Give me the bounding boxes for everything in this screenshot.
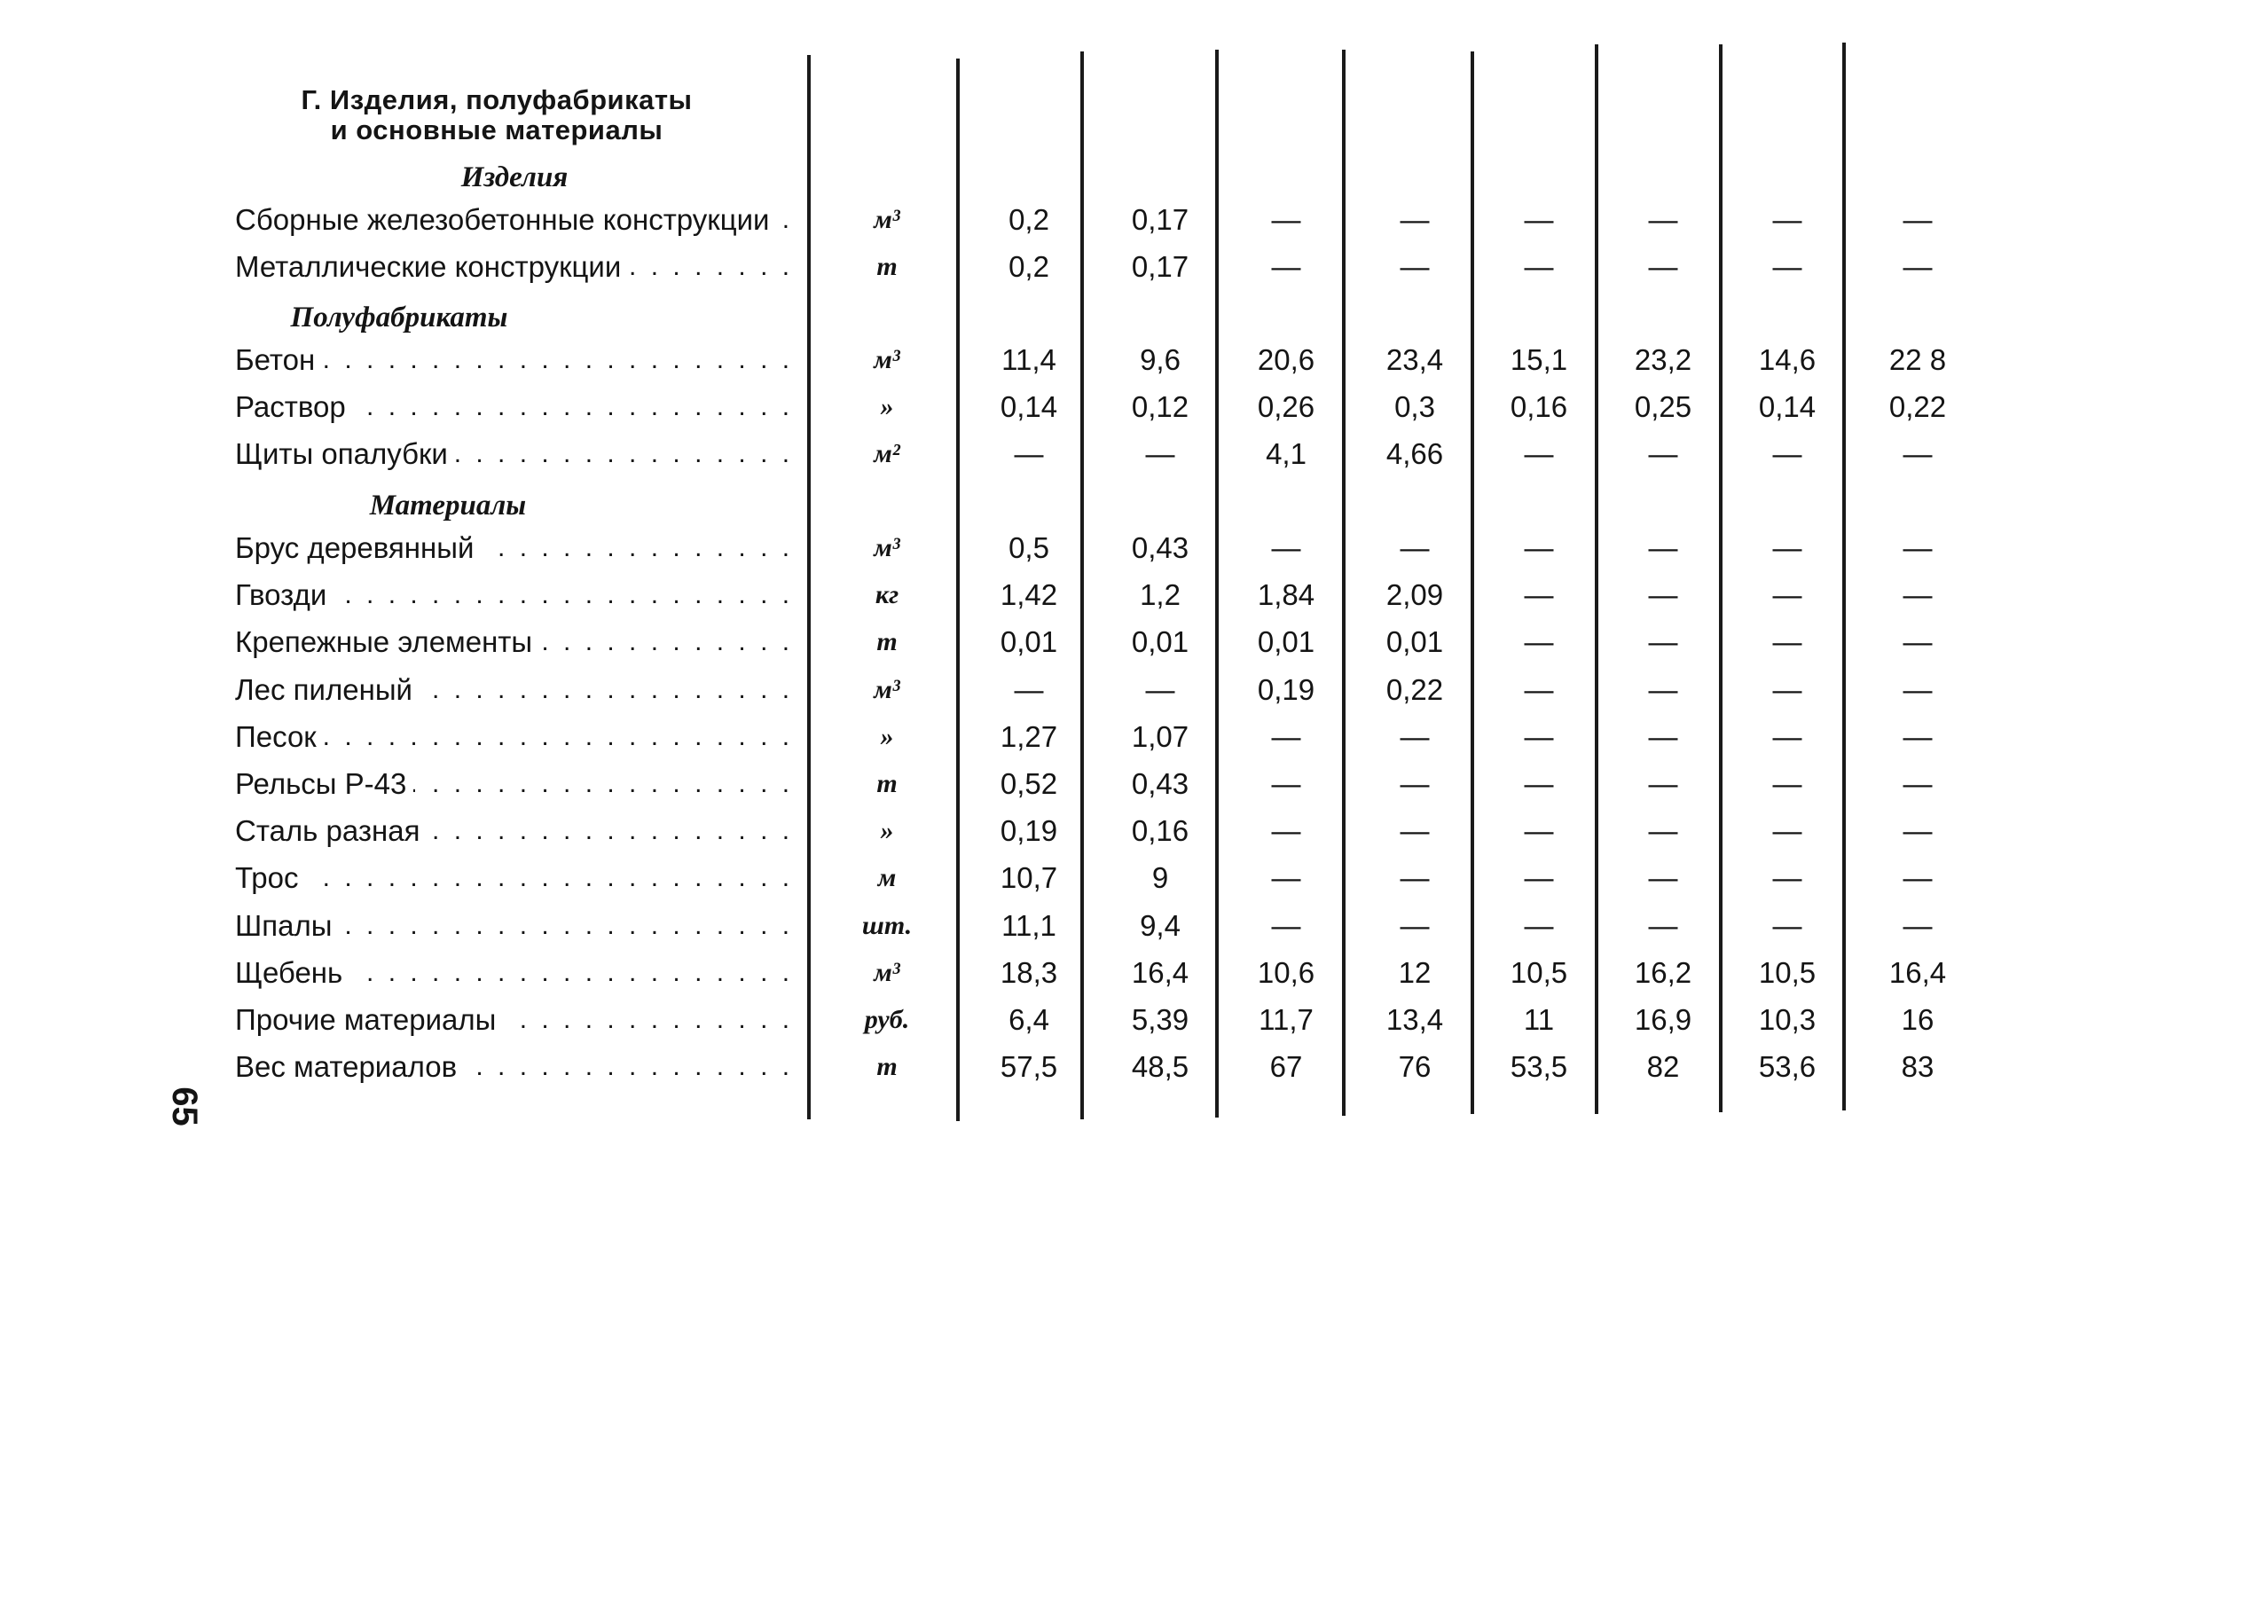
table-row: [0, 384, 2268, 430]
row-label-text: Вес материалов: [235, 1050, 464, 1083]
value-cell-col7: —: [1772, 814, 1802, 847]
value-cell-col4: —: [1400, 531, 1430, 564]
value-cell-col1: 10,7: [1000, 861, 1058, 894]
row-label: [235, 714, 803, 760]
row-unit: м²: [874, 439, 900, 468]
value-cell-col4: —: [1400, 909, 1430, 942]
value-cell-col4: 0,3: [1394, 390, 1435, 423]
row-label: [235, 761, 803, 807]
row-unit: руб.: [864, 1005, 910, 1034]
value-cell-col1: 57,5: [1000, 1050, 1058, 1083]
value-cell-col8: —: [1903, 814, 1933, 847]
value-cell-col7: —: [1772, 673, 1802, 706]
value-cell-col5: —: [1524, 578, 1554, 611]
value-cell-col6: —: [1648, 720, 1678, 753]
value-cell-col6: —: [1648, 767, 1678, 800]
value-cell-col2: 16,4: [1131, 956, 1189, 989]
value-cell-col3: —: [1271, 720, 1301, 753]
value-cell-col2: —: [1145, 673, 1175, 706]
row-unit: м³: [874, 958, 900, 987]
value-cell-col1: 11,4: [1001, 343, 1056, 376]
value-cell-col4: 13,4: [1385, 1003, 1444, 1036]
value-cell-col8: —: [1903, 437, 1933, 470]
value-cell-col1: 0,01: [1000, 625, 1058, 658]
value-cell-col2: 5,39: [1131, 1003, 1189, 1036]
value-cell-col1: 18,3: [1000, 956, 1058, 989]
value-cell-col7: 0,14: [1758, 390, 1817, 423]
value-cell-col3: 20,6: [1257, 343, 1315, 376]
row-unit: м³: [874, 675, 900, 704]
row-label: [235, 903, 803, 949]
section-title-line2: и основные материалы: [330, 114, 663, 145]
page-number: 65: [164, 1087, 204, 1126]
row-unit: м: [877, 863, 897, 892]
value-cell-col5: 11: [1523, 1003, 1555, 1036]
row-label: [235, 667, 803, 713]
value-cell-col7: —: [1772, 720, 1802, 753]
value-cell-col8: 22 8: [1888, 343, 1947, 376]
value-cell-col3: 10,6: [1257, 956, 1315, 989]
row-label: [235, 808, 803, 854]
value-cell-col7: 14,6: [1758, 343, 1817, 376]
value-cell-col2: 1,2: [1140, 578, 1181, 611]
row-label: [235, 384, 803, 430]
table-row: [0, 619, 2268, 665]
value-cell-col3: 11,7: [1259, 1003, 1314, 1036]
row-label-text: Бетон: [235, 343, 322, 376]
row-unit: м³: [874, 533, 900, 562]
value-cell-col4: —: [1400, 861, 1430, 894]
value-cell-col7: 53,6: [1758, 1050, 1817, 1083]
value-cell-col4: 0,01: [1385, 625, 1444, 658]
value-cell-col2: 9: [1151, 861, 1169, 894]
row-label: [235, 431, 803, 477]
value-cell-col6: —: [1648, 909, 1678, 942]
value-cell-col2: 0,43: [1131, 531, 1189, 564]
value-cell-col1: 1,42: [1000, 578, 1058, 611]
value-cell-col5: 53,5: [1510, 1050, 1568, 1083]
value-cell-col6: —: [1648, 673, 1678, 706]
value-cell-col7: —: [1772, 203, 1802, 236]
value-cell-col4: —: [1400, 767, 1430, 800]
value-cell-col3: 1,84: [1257, 578, 1315, 611]
value-cell-col2: 0,12: [1131, 390, 1189, 423]
value-cell-col3: —: [1271, 203, 1301, 236]
value-cell-col3: 4,1: [1266, 437, 1307, 470]
value-cell-col6: —: [1648, 203, 1678, 236]
table-row: [0, 903, 2268, 949]
value-cell-col8: —: [1903, 578, 1933, 611]
table-row: [0, 1044, 2268, 1090]
row-label: [235, 950, 803, 996]
row-label: [235, 525, 803, 571]
section-title-line1: Г. Изделия, полуфабрикаты: [301, 84, 693, 115]
row-label-text: Гвозди: [235, 578, 334, 611]
value-cell-col2: 1,07: [1131, 720, 1189, 753]
value-cell-col7: —: [1772, 578, 1802, 611]
value-cell-col1: 1,27: [1000, 720, 1058, 753]
value-cell-col6: 16,9: [1634, 1003, 1692, 1036]
value-cell-col1: 0,2: [1008, 250, 1049, 283]
value-cell-col6: 82: [1646, 1050, 1680, 1083]
value-cell-col1: 11,1: [1001, 909, 1056, 942]
row-label-text: Щиты опалубки: [235, 437, 455, 470]
value-cell-col8: —: [1903, 531, 1933, 564]
value-cell-col2: 0,17: [1131, 203, 1189, 236]
row-label-text: Металлические конструкции: [235, 250, 628, 283]
row-label: [235, 244, 803, 290]
value-cell-col1: 0,14: [1000, 390, 1058, 423]
value-cell-col4: —: [1400, 720, 1430, 753]
value-cell-col6: —: [1648, 814, 1678, 847]
value-cell-col7: 10,3: [1758, 1003, 1817, 1036]
row-unit: »: [880, 722, 894, 751]
table-row: [0, 431, 2268, 477]
value-cell-col5: 15,1: [1510, 343, 1568, 376]
value-cell-col4: 0,22: [1385, 673, 1444, 706]
value-cell-col5: —: [1524, 909, 1554, 942]
value-cell-col3: —: [1271, 767, 1301, 800]
row-unit: »: [880, 392, 894, 421]
value-cell-col6: 23,2: [1634, 343, 1692, 376]
row-label-text: Сталь разная: [235, 814, 427, 847]
value-cell-col5: —: [1524, 203, 1554, 236]
value-cell-col4: —: [1400, 814, 1430, 847]
value-cell-col7: —: [1772, 625, 1802, 658]
row-label-text: Рельсы Р-43: [235, 767, 413, 800]
value-cell-col1: —: [1014, 437, 1044, 470]
table-row: [0, 197, 2268, 243]
value-cell-col6: 16,2: [1634, 956, 1692, 989]
row-label: [235, 572, 803, 618]
row-label-text: Трос: [235, 861, 306, 894]
group-heading: Полуфабрикаты: [290, 302, 508, 333]
value-cell-col8: —: [1903, 767, 1933, 800]
value-cell-col4: —: [1400, 203, 1430, 236]
value-cell-col2: —: [1145, 437, 1175, 470]
row-unit: т: [876, 627, 898, 656]
value-cell-col3: —: [1271, 531, 1301, 564]
value-cell-col6: —: [1648, 578, 1678, 611]
value-cell-col6: —: [1648, 250, 1678, 283]
value-cell-col7: —: [1772, 531, 1802, 564]
value-cell-col4: 23,4: [1385, 343, 1444, 376]
value-cell-col8: —: [1903, 625, 1933, 658]
value-cell-col1: 0,5: [1008, 531, 1049, 564]
table-row: [0, 337, 2268, 383]
value-cell-col6: —: [1648, 437, 1678, 470]
row-unit: м³: [874, 345, 900, 374]
table-row: [0, 950, 2268, 996]
value-cell-col2: 0,43: [1131, 767, 1189, 800]
value-cell-col4: —: [1400, 250, 1430, 283]
row-unit: кг: [875, 580, 899, 609]
value-cell-col5: —: [1524, 861, 1554, 894]
value-cell-col8: —: [1903, 861, 1933, 894]
table-row: [0, 855, 2268, 901]
value-cell-col5: —: [1524, 531, 1554, 564]
value-cell-col8: 83: [1901, 1050, 1934, 1083]
value-cell-col6: —: [1648, 861, 1678, 894]
row-unit: м³: [874, 205, 900, 234]
value-cell-col5: —: [1524, 437, 1554, 470]
value-cell-col6: —: [1648, 531, 1678, 564]
value-cell-col2: 0,17: [1131, 250, 1189, 283]
value-cell-col7: 10,5: [1758, 956, 1817, 989]
value-cell-col4: 2,09: [1385, 578, 1444, 611]
row-label-text: Прочие материалы: [235, 1003, 503, 1036]
row-label: [235, 197, 803, 243]
value-cell-col4: 76: [1398, 1050, 1432, 1083]
value-cell-col3: —: [1271, 814, 1301, 847]
row-unit: шт.: [861, 911, 913, 940]
table-row: [0, 808, 2268, 854]
value-cell-col2: 0,01: [1131, 625, 1189, 658]
row-unit: т: [876, 252, 898, 281]
value-cell-col7: —: [1772, 861, 1802, 894]
row-unit: т: [876, 1052, 898, 1081]
row-label-text: Щебень: [235, 956, 349, 989]
value-cell-col1: 0,52: [1000, 767, 1058, 800]
value-cell-col3: —: [1271, 861, 1301, 894]
value-cell-col3: 0,19: [1257, 673, 1315, 706]
value-cell-col8: —: [1903, 203, 1933, 236]
value-cell-col8: 0,22: [1888, 390, 1947, 423]
value-cell-col3: 0,01: [1257, 625, 1315, 658]
row-label: [235, 337, 803, 383]
value-cell-col5: —: [1524, 720, 1554, 753]
value-cell-col3: 0,26: [1257, 390, 1315, 423]
value-cell-col2: 9,6: [1140, 343, 1181, 376]
value-cell-col5: —: [1524, 673, 1554, 706]
row-label-text: Раствор: [235, 390, 353, 423]
value-cell-col3: —: [1271, 250, 1301, 283]
value-cell-col2: 48,5: [1131, 1050, 1189, 1083]
value-cell-col1: —: [1014, 673, 1044, 706]
value-cell-col1: 6,4: [1008, 1003, 1049, 1036]
value-cell-col5: 10,5: [1510, 956, 1568, 989]
table-row: [0, 761, 2268, 807]
row-label: [235, 997, 803, 1043]
value-cell-col8: —: [1903, 673, 1933, 706]
table-row: [0, 572, 2268, 618]
value-cell-col7: —: [1772, 437, 1802, 470]
value-cell-col8: —: [1903, 909, 1933, 942]
table-row: [0, 997, 2268, 1043]
value-cell-col2: 9,4: [1140, 909, 1181, 942]
table-row: [0, 714, 2268, 760]
value-cell-col1: 0,19: [1000, 814, 1058, 847]
row-label-text: Лес пиленый: [235, 673, 420, 706]
row-label: [235, 1044, 803, 1090]
row-label: [235, 855, 803, 901]
row-label: [235, 619, 803, 665]
row-label-text: Брус деревянный: [235, 531, 481, 564]
table-row: [0, 244, 2268, 290]
value-cell-col5: —: [1524, 625, 1554, 658]
value-cell-col5: —: [1524, 767, 1554, 800]
value-cell-col8: —: [1903, 720, 1933, 753]
row-label-text: Крепежные элементы: [235, 625, 539, 658]
value-cell-col7: —: [1772, 909, 1802, 942]
value-cell-col6: —: [1648, 625, 1678, 658]
value-cell-col7: —: [1772, 767, 1802, 800]
value-cell-col5: 0,16: [1510, 390, 1568, 423]
row-label-text: Песок: [235, 720, 324, 753]
group-heading: Изделия: [460, 161, 569, 193]
value-cell-col5: —: [1524, 814, 1554, 847]
row-unit: т: [876, 769, 898, 798]
value-cell-col3: 67: [1269, 1050, 1303, 1083]
table-row: [0, 525, 2268, 571]
value-cell-col4: 4,66: [1385, 437, 1444, 470]
value-cell-col7: —: [1772, 250, 1802, 283]
value-cell-col2: 0,16: [1131, 814, 1189, 847]
table-row: [0, 667, 2268, 713]
row-unit: »: [880, 816, 894, 845]
value-cell-col8: 16,4: [1888, 956, 1947, 989]
value-cell-col5: —: [1524, 250, 1554, 283]
value-cell-col1: 0,2: [1008, 203, 1049, 236]
row-label-text: Сборные железобетонные конструкции: [235, 203, 777, 236]
row-label-text: Шпалы: [235, 909, 339, 942]
value-cell-col4: 12: [1398, 956, 1432, 989]
value-cell-col8: —: [1903, 250, 1933, 283]
group-heading: Материалы: [369, 490, 527, 522]
value-cell-col3: —: [1271, 909, 1301, 942]
value-cell-col6: 0,25: [1634, 390, 1692, 423]
value-cell-col8: 16: [1901, 1003, 1934, 1036]
